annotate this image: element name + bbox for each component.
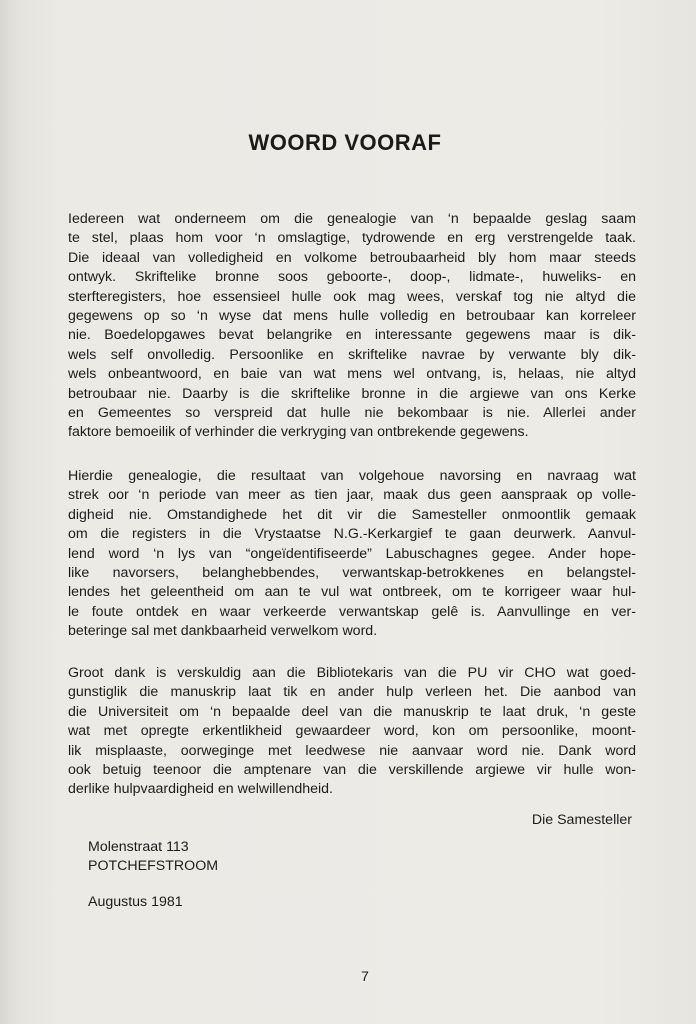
text-line: Hierdie genealogie, die resultaat van volgehoue navorsing en navraag wat [68, 468, 636, 484]
page-number: 7 [361, 969, 369, 985]
paragraph-3 [68, 664, 636, 800]
page-title: WOORD VOORAF [248, 130, 442, 155]
text-line: gunstiglik die manuskrip laat tik en ander hulp verleen het. Die aanbod van [68, 684, 636, 701]
text-line: beteringe sal met dankbaarheid verwelkom word. [68, 623, 378, 640]
text-line: die Universiteit om ‘n bepaalde deel van die manuskrip te laat druk, ‘n geste [68, 703, 636, 720]
text-line: om die registers in die Vrystaatse N.G.-Kerkargief te gaan deurwerk. Aanvul- [68, 526, 636, 543]
text-line: digheid nie. Omstandighede het dit vir die Samesteller onmoontlik gemaak [68, 506, 636, 523]
text-line: wat met opregte erkentlikheid gewaardeer word, kon om persoonlike, moont- [68, 723, 636, 740]
paragraph-1 [68, 210, 636, 443]
text-line: te stel, plaas hom voor ‘n omslagtige, tydrowende en erg verstrengelde taak. [68, 230, 636, 247]
text-line: sterfteregisters, hoe essensieel hulle ook mag wees, verskaf tog nie altyd die [68, 288, 636, 305]
text-line: lik misplaaste, oorweginge met leedwese nie aanvaar word nie. Dank word [68, 742, 636, 759]
text-line: ontwyk. Skriftelike bronne soos geboorte-, doop-, lidmate-, huweliks- en [68, 269, 636, 286]
text-line: faktore bemoeilik of verhinder die verkryging van ontbrekende gegewens. [68, 424, 529, 441]
text-line: nie. Boedelopgawes bevat belangrike en interessante gegewens maar is dik- [68, 327, 636, 344]
text-line: strek oor ‘n periode van meer as tien jaar, maak dus geen aanspraak op volle- [68, 487, 636, 504]
address-street: Molenstraat 113 [88, 839, 189, 855]
paragraph-2 [68, 467, 636, 642]
address-city: POTCHEFSTROOM [88, 858, 219, 875]
text-line: lend word ‘n lys van “ongeïdentifiseerde” Labuschagnes gegee. Ander hope- [68, 545, 636, 562]
signature: Die Samesteller [531, 812, 632, 828]
text-line: wels self onvolledig. Persoonlike en skriftelike navrae by verwante bly dik- [68, 346, 636, 363]
text-line: wels onbeantwoord, en baie van wat mens wel ontvang, is, helaas, nie altyd [68, 366, 636, 383]
text-line: like navorsers, belanghebbendes, verwantskap-betrokkenes en belangstel- [68, 565, 636, 582]
date: Augustus 1981 [88, 894, 183, 910]
text-line: en Gemeentes so verspreid dat hulle nie bekombaar is nie. Allerlei ander [68, 405, 636, 422]
text-line: Groot dank is verskuldig aan die Bibliotekaris van die PU vir CHO wat goed- [68, 665, 636, 681]
text-line: gegewens op so ‘n wyse dat mens hulle volledig en betroubaar kan korreleer [68, 308, 636, 325]
text-line: Iedereen wat onderneem om die genealogie van ‘n bepaalde geslag saam [68, 211, 636, 227]
text-line: lendes het geleentheid om aan te vul wat ontbreek, om te korrigeer waar hul- [68, 584, 636, 601]
address-block [88, 838, 218, 877]
text-line: ook betuig teenoor die amptenare van die verskillende argiewe vir hulle won- [68, 762, 636, 779]
text-line: Die ideaal van volledigheid en volkome betroubaarheid bly hom maar steeds [68, 249, 636, 266]
text-line: le foute ontdek en waar verkeerde verwantskap gelê is. Aanvullinge en ver- [68, 603, 636, 620]
text-line: derlike hulpvaardigheid en welwillendheid. [68, 781, 334, 798]
text-line: betroubaar nie. Daarby is die skriftelike bronne in die argiewe van ons Kerke [68, 385, 636, 402]
